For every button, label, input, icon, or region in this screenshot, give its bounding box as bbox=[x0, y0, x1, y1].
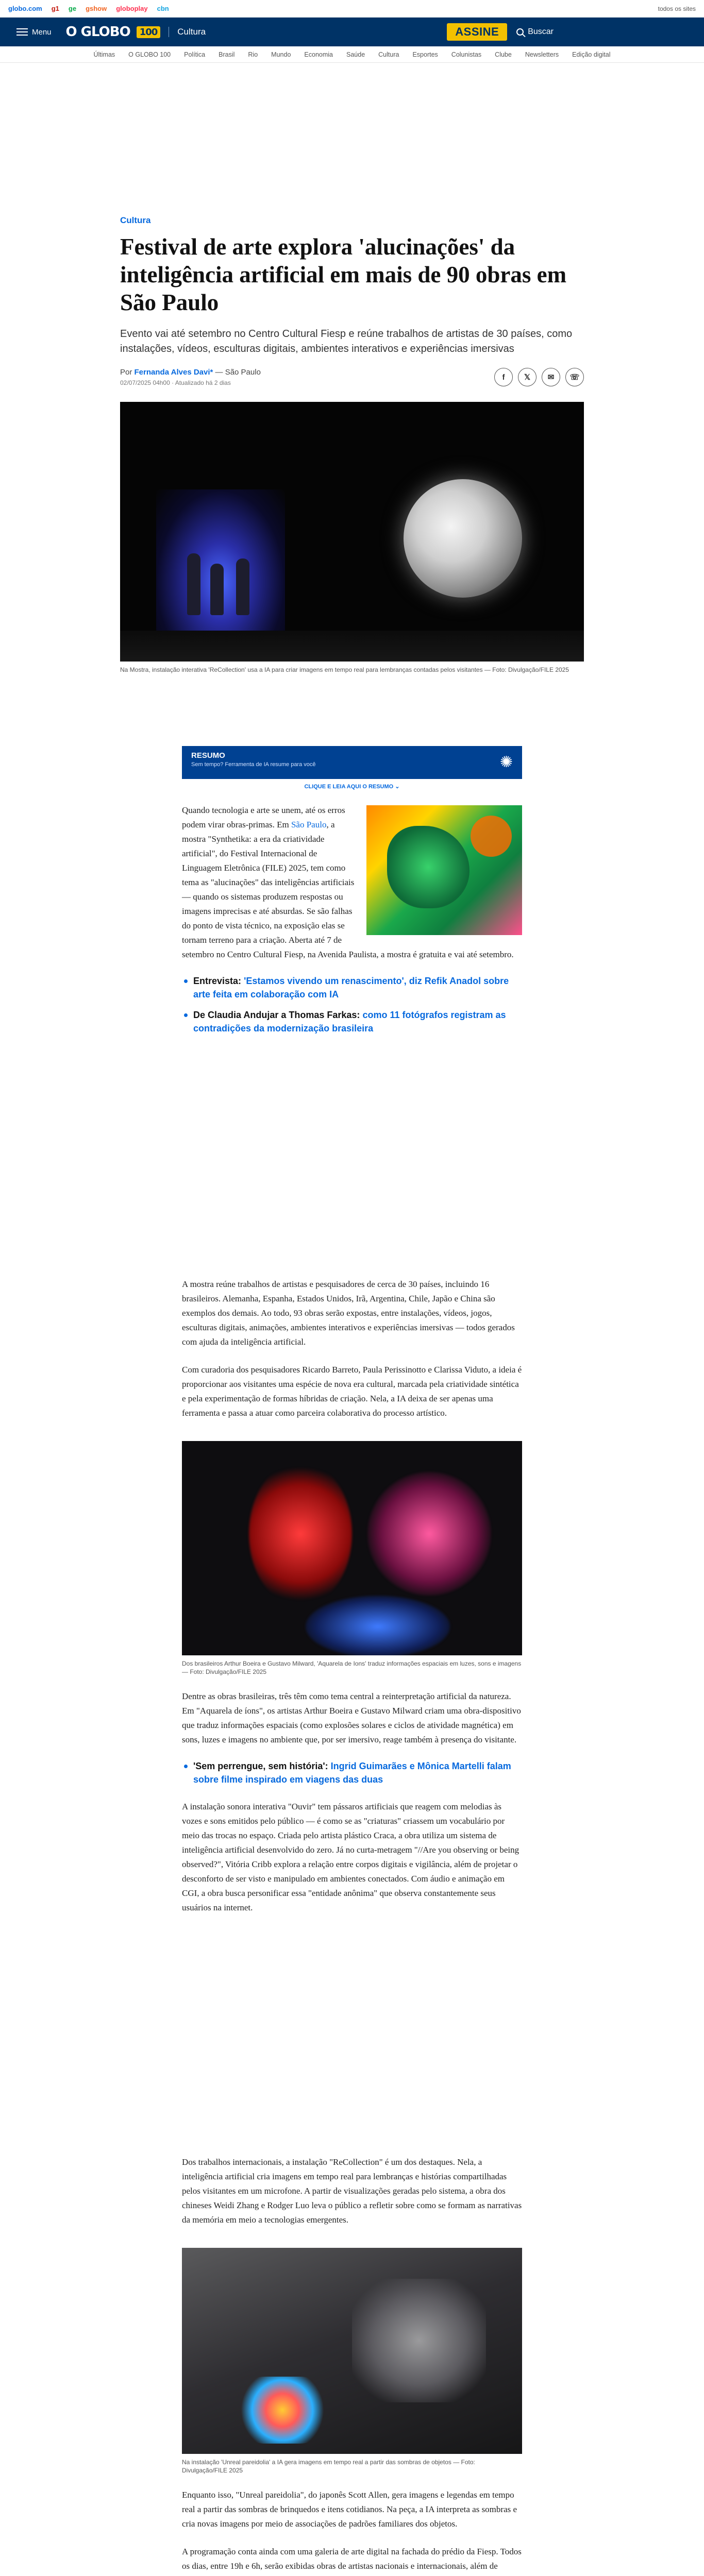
paragraph-8: A programação conta ainda com uma galeria de arte digital na fachada do prédio da Fiesp. Todos os dias, entre 19h e 6h, serão exibidas obras de artistas nacionais e internacionais, além de bbox=[182, 2547, 522, 2571]
paragraph-2: A mostra reúne trabalhos de artistas e pesquisadores de cerca de 30 países, incluindo 16 brasileiros. Alemanha, Espanha, Estados Unidos, Irã, Argentina, Chile, Japão e China são exemplos dos demais. Ao todo, 93 obras serão expostas, entre instalações, vídeos, jogos, esculturas digitais, animações, ambientes interativos e experiências imersivas — todos gerados com ajuda da inteligência artificial. bbox=[182, 1279, 515, 1347]
related-link-item bbox=[193, 974, 522, 1001]
search-label: Buscar bbox=[528, 27, 554, 36]
related-label: De Claudia Andujar a Thomas Farkas: bbox=[193, 1010, 360, 1020]
paragraph-4: Dentre as obras brasileiras, três têm como tema central a reinterpretação artificial da natureza. Em "Aquarela de íons", os artistas Arthur Boeira e Gustavo Milward criam uma obra-dispositivo que traduz informações espaciais (como explosões solares e ciclos de atividade magnética) em sons, luzes e imagens no ambiente que, por ser imersivo, reage também à presença do visitante. bbox=[182, 1691, 521, 1744]
photo-1-caption: Dos brasileiros Arthur Boeira e Gustavo Milward, 'Aquarela de Ions' traduz informações espaciais em luzes, sons e imagens — Foto: Divulgação/FILE 2025 bbox=[182, 1660, 522, 1675]
nav-item-esportes[interactable]: Esportes bbox=[412, 50, 438, 58]
subscribe-button[interactable]: ASSINE bbox=[447, 23, 507, 41]
nav-item-economia[interactable]: Economia bbox=[304, 50, 333, 58]
article-kicker[interactable]: Cultura bbox=[120, 215, 151, 225]
nav-item-newsletters[interactable]: Newsletters bbox=[525, 50, 559, 58]
email-icon[interactable]: ✉ bbox=[542, 368, 560, 386]
related-label: 'Sem perrengue, sem história': bbox=[193, 1761, 328, 1771]
paragraph-5: A instalação sonora interativa "Ouvir" tem pássaros artificiais que reagem com melodias às vozes e sons emitidos pelo público — é como se as "criaturas" criassem um vocabulário por meio das trocas no espaço. Criada pelo artista plástico Craca, a obra utiliza um sistema de inteligência artificial desenvolvido do zero. Já no curta-metragem "//Are you observing or being observed?", Vitória Cribb explora a relação entre corpos digitais e vigilância, além de projetar o desconforto de ser visto e manipulado em ambientes conectados. Com áudio e animação em CGI, a obra busca personificar essa "entidade anônima" que observa constantemente seus usuários na internet. bbox=[182, 1802, 519, 1912]
nav-item-rio[interactable]: Rio bbox=[248, 50, 258, 58]
related-link[interactable]: 'Estamos vivendo um renascimento', diz Refik Anadol sobre arte feita em colaboração com IA bbox=[193, 976, 509, 999]
oglobo-logo[interactable] bbox=[66, 24, 161, 40]
site-header bbox=[0, 18, 704, 46]
timestamp: 02/07/2025 04h00 · Atualizado há 2 dias bbox=[120, 379, 231, 386]
nav-item-oglobo100[interactable]: O GLOBO 100 bbox=[128, 50, 171, 58]
brand-ge[interactable]: ge bbox=[68, 5, 77, 12]
nav-item-edicao-digital[interactable]: Edição digital bbox=[572, 50, 611, 58]
photo-toys-pile bbox=[239, 2377, 326, 2444]
related-link[interactable]: Ingrid Guimarães e Mônica Martelli falam sobre filme inspirado em viagens das duas bbox=[193, 1761, 511, 1785]
nav-item-clube[interactable]: Clube bbox=[495, 50, 512, 58]
whatsapp-icon[interactable]: ☏ bbox=[565, 368, 584, 386]
byline-location: — São Paulo bbox=[215, 368, 261, 377]
ad-space bbox=[182, 1042, 522, 1264]
hero-caption: Na Mostra, instalação interativa 'ReCollection' usa a IA para criar imagens em tempo real para lembranças contadas pelos visitantes — Foto: Divulgação/FILE 2025 bbox=[120, 666, 569, 673]
ai-sparkle-icon: ✺ bbox=[499, 754, 513, 771]
photo-pink-light bbox=[367, 1472, 491, 1596]
facebook-icon[interactable]: f bbox=[494, 368, 513, 386]
photo-projection-wall bbox=[352, 2279, 486, 2402]
article-subhead: Evento vai até setembro no Centro Cultural Fiesp e reúne trabalhos de artistas de 30 países, como instalações, vídeos, esculturas digitais, ambientes interativos e experiências imersivas bbox=[120, 328, 573, 354]
all-sites-link[interactable]: todos os sites bbox=[658, 5, 696, 12]
hamburger-icon bbox=[16, 28, 28, 36]
logo-text: O GLOBO bbox=[65, 24, 130, 40]
nav-item-colunistas[interactable]: Colunistas bbox=[451, 50, 482, 58]
chevron-down-icon: ⌄ bbox=[395, 784, 400, 790]
photo-blue-floor bbox=[306, 1596, 450, 1655]
related-link[interactable]: como 11 fotógrafos registram as contradições da modernização brasileira bbox=[193, 1010, 506, 1033]
artwork-thumbnail[interactable] bbox=[366, 805, 522, 935]
hero-visitor-figure bbox=[210, 564, 224, 615]
menu-label: Menu bbox=[32, 27, 52, 37]
share-buttons bbox=[494, 368, 584, 386]
section-nav bbox=[0, 46, 704, 63]
summary-subtitle: Sem tempo? Ferramenta de IA resume para você bbox=[191, 761, 316, 768]
paragraph-6: Dos trabalhos internacionais, a instalação "ReCollection" é um dos destaques. Nela, a inteligência artificial cria imagens em tempo real para lembranças e histórias compartilhadas pelos visitantes em um microfone. A partir de visualizações geradas pelo sistema, a obra dos chineses Weidi Zhang e Rodger Luo leva o público a refletir sobre como se formam as narrativas da memória em meio a tecnologias emergentes. bbox=[182, 2157, 522, 2225]
photo-2-caption: Na instalação 'Unreal pareidolia' a IA gera imagens em tempo real a partir das sombras de objetos — Foto: Divulgação/FILE 2025 bbox=[182, 2459, 475, 2474]
article-headline: Festival de arte explora 'alucinações' da inteligência artificial em mais de 90 obras em São Paulo bbox=[120, 234, 567, 315]
photo-red-light bbox=[249, 1462, 352, 1606]
hero-visitor-figure bbox=[236, 558, 249, 615]
byline-row bbox=[120, 368, 584, 386]
network-brands bbox=[8, 5, 169, 12]
article-body bbox=[182, 746, 522, 2576]
summary-expand-link[interactable] bbox=[182, 783, 522, 790]
summary-expand-label: CLIQUE E LEIA AQUI O RESUMO bbox=[304, 784, 394, 790]
related-links-2 bbox=[182, 1759, 522, 1786]
related-link-item bbox=[193, 1008, 522, 1035]
byline-prefix: Por bbox=[120, 368, 132, 377]
photo-unreal-pareidolia[interactable] bbox=[182, 2248, 522, 2454]
search-button[interactable] bbox=[516, 27, 554, 37]
paragraph-1 bbox=[182, 803, 522, 962]
byline bbox=[120, 368, 261, 377]
nav-item-cultura[interactable]: Cultura bbox=[378, 50, 399, 58]
nav-item-brasil[interactable]: Brasil bbox=[219, 50, 235, 58]
hero-face-sphere bbox=[404, 479, 522, 598]
related-link-item bbox=[193, 1759, 522, 1786]
brand-globoplay[interactable]: globoplay bbox=[116, 5, 148, 12]
related-label: Entrevista: bbox=[193, 976, 242, 986]
sao-paulo-link[interactable]: São Paulo bbox=[291, 820, 327, 829]
paragraph-3: Com curadoria dos pesquisadores Ricardo Barreto, Paula Perissinotto e Clarissa Viduto, a ideia é proporcionar aos visitantes uma espécie de nova era cultural, marcada pela criatividade sintética e pela experimentação de formas híbridas de criação. Nela, a IA deixa de ser apenas uma ferramenta e passa a atuar como parceira colaborativa do processo artístico. bbox=[182, 1365, 522, 1418]
related-links bbox=[182, 974, 522, 1035]
ad-space bbox=[182, 1915, 522, 2142]
search-icon bbox=[516, 28, 524, 36]
header-section-name[interactable]: Cultura bbox=[169, 27, 206, 37]
photo-aquarela-de-ions[interactable] bbox=[182, 1441, 522, 1655]
nav-item-ultimas[interactable]: Últimas bbox=[93, 50, 115, 58]
paragraph-1-text-a: Quando tecnologia e arte se unem, até os erros podem virar obras-primas. Em bbox=[182, 805, 345, 829]
nav-item-mundo[interactable]: Mundo bbox=[271, 50, 291, 58]
logo-100-badge: 100 bbox=[137, 26, 161, 38]
hero-image[interactable] bbox=[120, 402, 584, 662]
menu-button[interactable] bbox=[16, 28, 52, 37]
brand-gshow[interactable]: gshow bbox=[86, 5, 107, 12]
ai-summary-box[interactable] bbox=[182, 746, 522, 779]
nav-item-saude[interactable]: Saúde bbox=[346, 50, 365, 58]
summary-title: RESUMO bbox=[191, 751, 225, 760]
paragraph-7: Enquanto isso, "Unreal pareidolia", do japonês Scott Allen, gera imagens e legendas em tempo real a partir das sombras de brinquedos e itens cotidianos. Na peça, a IA interpreta as sombras e cria novas imagens por meio de associações de padrões familiares dos objetos. bbox=[182, 2490, 517, 2529]
brand-g1[interactable]: g1 bbox=[51, 5, 59, 12]
article bbox=[120, 215, 584, 674]
hero-floor bbox=[120, 631, 584, 662]
x-icon[interactable]: 𝕏 bbox=[518, 368, 537, 386]
globo-network-bar bbox=[0, 0, 704, 18]
brand-globocom[interactable]: globo.com bbox=[8, 5, 42, 12]
brand-cbn[interactable]: cbn bbox=[157, 5, 169, 12]
hero-visitor-figure bbox=[187, 553, 200, 615]
author-link[interactable]: Fernanda Alves Davi* bbox=[134, 368, 213, 377]
paragraph-1-text-b: , a mostra "Synthetika: a era da criatividade artificial", do Festival Internacional de Linguagem Eletrônica (FILE) 2025, tem como tema as "alucinações" das inteligências artificiais — quando os sistemas produzem respostas ou imagens imprecisas e até absurdas. Se são falhas do ponto de vista técnico, na exposição elas se tornam terreno para a criação. Aberta até 7 de setembro no Centro Cultural Fiesp, na Avenida Paulista, a mostra é gratuita e vai até setembro. bbox=[182, 820, 514, 959]
nav-item-politica[interactable]: Política bbox=[184, 50, 206, 58]
